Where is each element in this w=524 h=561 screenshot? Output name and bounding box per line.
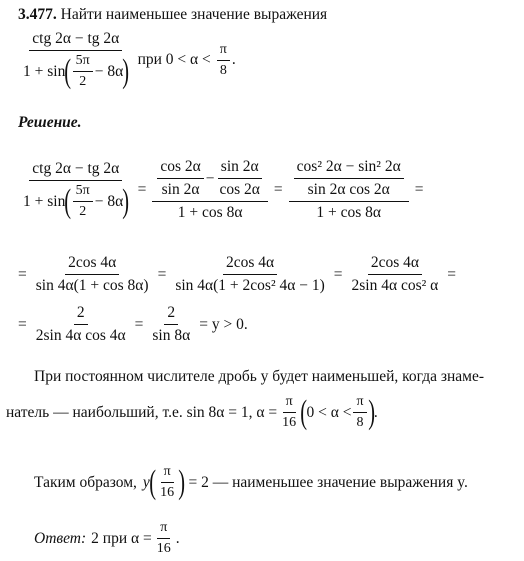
left-paren: ( [64,182,72,220]
condition-text: при 0 < α < [137,51,211,68]
problem-title: Найти наименьшее значение выражения [60,6,328,23]
explanation-line-2 [6,394,378,431]
step3-fraction-b [149,304,193,345]
step2-a-den: sin 4α(1 + cos 8α) [35,277,149,294]
answer-num: π [157,520,170,539]
step1-second-denominator: 1 + cos 8α [177,204,243,221]
sin2a-den: sin 2α [161,181,200,198]
equals-sign: = [273,181,283,198]
left-paren: ( [149,463,156,501]
equals-sign: = [447,265,457,283]
sin2a-num: sin 2α [218,158,262,179]
cos2-minus-sin2: cos² 2α − sin² 2α [294,158,404,179]
p3-num: π [161,464,174,483]
step2-fraction-b [172,254,327,295]
inner-rest: − 8α [94,62,124,80]
step3-b-den: sin 8α [152,327,191,344]
right-paren: ) [122,182,130,220]
step2-b-num: 2cos 4α [223,254,277,275]
explanation-line-1: При постоянном числителе дробь y будет наименьшей, когда знаме- [34,368,485,385]
p2-cond-fraction [353,394,366,431]
p2-num: π [283,394,296,413]
step1-third-numerator [289,158,409,202]
equals-sign: = [18,265,27,283]
p2-prefix: натель — наибольший, т.е. sin 8α = 1, α = [6,403,278,421]
equals-sign: = [157,265,167,283]
answer-fraction [154,520,174,557]
condition-end: . [231,51,236,68]
cos2a-num: cos 2α [157,158,203,179]
left-paren: ( [64,52,72,90]
problem-header [18,6,327,24]
sin2a-cos2a: sin 2α cos 2α [307,181,390,198]
right-paren: ) [178,463,186,501]
answer-line [34,520,180,557]
condition-denominator: 8 [219,62,227,78]
p2-cond-num: π [353,394,366,413]
problem-fraction-denominator [20,51,132,90]
inner-fraction [73,53,93,90]
step3-b-num: 2 [164,304,178,325]
equals-sign: = [414,181,424,198]
step2-fraction-a [33,254,152,295]
conclusion-line [34,464,468,501]
equals-sign: = [18,315,27,333]
equals-sign: = [333,265,343,283]
step1-inner-rest: − 8α [94,192,124,210]
step1-inner-num: 5π [73,183,93,202]
right-paren: ) [367,393,375,431]
problem-fraction [20,30,132,90]
answer-label: Ответ: [34,529,87,547]
solution-step-3 [18,304,252,345]
right-paren: ) [122,52,130,90]
p3-post: = 2 — наименьшее значение выражения y. [188,473,468,491]
step1-third-fraction [289,158,409,222]
step3-a-num: 2 [74,304,88,325]
step1-third-denominator: 1 + cos 8α [316,204,382,221]
step3-a-den: 2sin 4α cos 4α [35,327,126,344]
den-prefix: 1 + sin [23,62,66,80]
condition-fraction [217,42,230,79]
sin-over-cos [217,158,263,199]
p3-prefix: Таким образом, [34,473,137,491]
p2-den: 16 [282,415,297,430]
inner-denominator: 2 [79,74,87,89]
problem-number: 3.477. [18,6,57,23]
p2-fraction [279,394,299,431]
step1-second-numerator [152,158,268,202]
p2-cond-den: 8 [356,415,364,430]
step1-original-fraction [20,160,132,220]
condition-numerator: π [217,42,230,61]
p2-end: . [373,403,378,421]
cos-over-sin [157,158,203,199]
step2-b-den: sin 4α(1 + 2cos² 4α − 1) [175,277,325,294]
solution-step-2 [18,254,460,295]
step3-tail: = y > 0. [199,315,248,333]
step1-den-prefix: 1 + sin [23,192,66,210]
minus-sign: − [205,169,215,187]
answer-den: 16 [156,541,171,556]
step3-fraction-a [33,304,129,345]
step1-second-fraction [152,158,268,222]
inner-numerator: 5π [73,53,93,72]
step1-denominator [20,181,132,220]
solution-label: Решение. [18,114,82,131]
problem-fraction-numerator: ctg 2α − tg 2α [29,30,122,51]
cos2a-den: cos 2α [219,181,260,198]
step1-numerator: ctg 2α − tg 2α [29,160,122,181]
equals-sign: = [134,315,144,333]
p3-y: y [142,473,150,491]
step2-c-den: 2sin 4α cos² α [351,277,439,294]
left-paren: ( [300,393,308,431]
step1-inner-fraction [73,183,93,220]
solution-step-1 [18,158,427,222]
step1-third-inner-fraction [294,158,404,199]
step2-c-num: 2cos 4α [368,254,422,275]
equals-sign: = [137,181,147,198]
problem-expression [18,30,236,90]
p2-condition: 0 < α < [306,403,352,421]
answer-text: 2 при α = [91,529,152,547]
answer-end: . [175,529,180,547]
p3-fraction [157,464,177,501]
step1-inner-den: 2 [79,204,87,219]
step2-fraction-c [349,254,442,295]
p3-den: 16 [160,485,175,500]
step2-a-num: 2cos 4α [65,254,119,275]
